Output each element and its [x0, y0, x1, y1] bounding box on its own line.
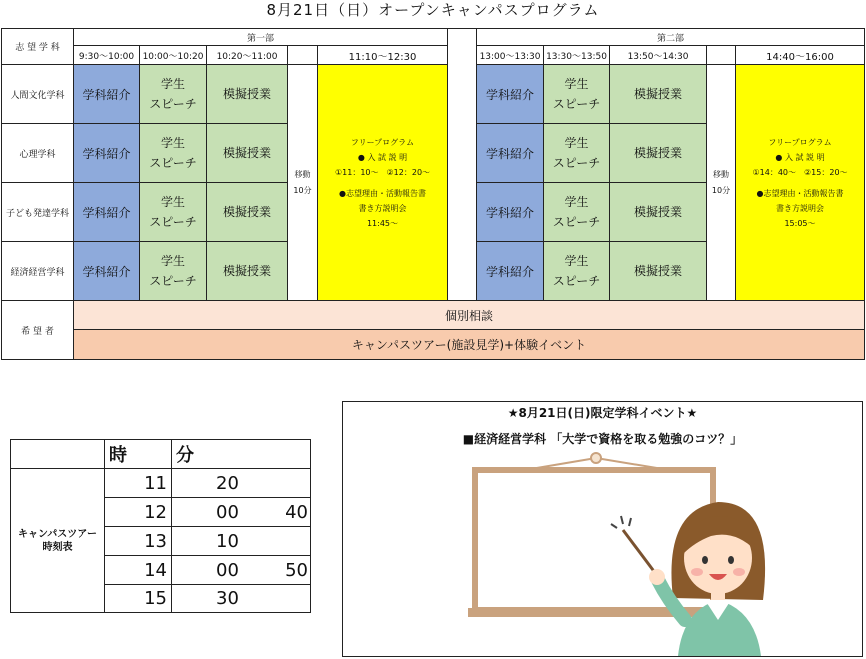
campus-tour-row: キャンパスツアー(施設見学)+体験イベント: [73, 329, 865, 360]
break-column: [447, 28, 477, 301]
speech-cell: [543, 182, 610, 242]
intro-cell: 学科紹介: [476, 182, 544, 242]
mock-class-cell: 模擬授業: [609, 241, 707, 301]
move-line: 10分: [711, 185, 731, 195]
move-line: 移動: [713, 169, 729, 179]
time-header: 9:30〜10:00: [73, 45, 140, 65]
free-line: ①11：10〜 ②12：20〜: [334, 167, 431, 177]
hour-cell: 14: [104, 555, 172, 585]
page-title: 8月21日（日）オープンキャンパスプログラム: [266, 1, 600, 19]
speech-cell: [139, 64, 207, 124]
mock-class-cell: 模擬授業: [609, 182, 707, 242]
intro-cell: 学科紹介: [476, 241, 544, 301]
time-header: 13:50〜14:30: [609, 45, 707, 65]
department-label: 子ども発達学科: [1, 182, 74, 242]
speech-line: 学生: [564, 254, 589, 268]
minute-extra-cell: [282, 584, 311, 613]
speech-cell: [139, 182, 207, 242]
speech-line: スピーチ: [552, 156, 601, 170]
free-line: フリープログラム: [350, 137, 415, 147]
speech-line: 学生: [160, 195, 185, 209]
part1-header: 第一部: [73, 28, 448, 46]
speech-line: スピーチ: [552, 97, 601, 111]
minute-cell: 20: [171, 468, 283, 498]
speech-cell: [139, 241, 207, 301]
mock-class-cell: 模擬授業: [206, 182, 288, 242]
hour-cell: 15: [104, 584, 172, 613]
free-line: 書き方説明会: [776, 203, 824, 213]
speech-line: スピーチ: [149, 156, 197, 170]
hour-cell: 11: [104, 468, 172, 498]
minute-cell: 00: [171, 497, 283, 527]
speech-line: スピーチ: [149, 97, 197, 111]
time-header: 13:00〜13:30: [476, 45, 544, 65]
speech-line: スピーチ: [552, 274, 601, 288]
intro-cell: 学科紹介: [73, 123, 140, 183]
time-header: 10:20〜11:00: [206, 45, 288, 65]
department-label: 心理学科: [1, 123, 74, 183]
minute-header: 分: [171, 439, 311, 469]
time-header: 13:30〜13:50: [543, 45, 610, 65]
speech-line: 学生: [564, 195, 589, 209]
free-line: 書き方説明会: [358, 203, 407, 213]
free-line: ●志望理由・活動報告書: [756, 188, 844, 198]
department-label: 人間文化学科: [1, 64, 74, 124]
minute-cell: 30: [171, 584, 283, 613]
free-line: ● 入 試 説 明: [357, 152, 408, 162]
free-line: ①14：40〜 ②15：20〜: [752, 167, 848, 177]
hour-cell: 12: [104, 497, 172, 527]
move-line: 10分: [293, 185, 312, 195]
minute-extra-cell: [282, 468, 311, 498]
tour-label: [10, 468, 105, 613]
move-cell: [287, 64, 318, 301]
free-line: 11:45〜: [366, 218, 399, 228]
event-subtitle: ■経済経営学科 「大学で資格を取る勉強のコツ？」: [462, 432, 743, 446]
mock-class-cell: 模擬授業: [609, 123, 707, 183]
speech-cell: [543, 64, 610, 124]
corner-label: 志 望 学 科: [1, 28, 74, 65]
free-line: ● 入 試 説 明: [775, 152, 825, 162]
mock-class-cell: 模擬授業: [206, 64, 288, 124]
move-cell: [706, 64, 736, 301]
time-header: 11:10〜12:30: [317, 45, 448, 65]
intro-cell: 学科紹介: [73, 182, 140, 242]
speech-line: 学生: [564, 136, 589, 150]
hour-header: 時: [104, 439, 172, 469]
speech-cell: [139, 123, 207, 183]
intro-cell: 学科紹介: [73, 241, 140, 301]
tour-label-line: 時刻表: [42, 541, 73, 553]
event-box: [342, 401, 863, 657]
tour-label-line: キャンパスツアー: [18, 528, 97, 540]
minute-cell: 00: [171, 555, 283, 585]
free-program-cell: [735, 64, 865, 301]
speech-line: 学生: [160, 77, 185, 91]
free-line: フリープログラム: [768, 137, 832, 147]
mock-class-cell: 模擬授業: [206, 123, 288, 183]
minute-extra-cell: 40: [282, 497, 311, 527]
department-label: 経済経営学科: [1, 241, 74, 301]
minute-extra-cell: 50: [282, 555, 311, 585]
speech-line: スピーチ: [149, 274, 197, 288]
speech-cell: [543, 123, 610, 183]
free-program-cell: [317, 64, 448, 301]
speech-cell: [543, 241, 610, 301]
speech-line: スピーチ: [552, 215, 601, 229]
time-header: 14:40〜16:00: [735, 45, 865, 65]
intro-cell: 学科紹介: [73, 64, 140, 124]
speech-line: スピーチ: [149, 215, 197, 229]
hour-cell: 13: [104, 526, 172, 556]
part2-header: 第二部: [476, 28, 865, 46]
free-line: ●志望理由・活動報告書: [339, 188, 426, 198]
free-line: 15:05〜: [784, 218, 816, 228]
time-header: 10:00〜10:20: [139, 45, 207, 65]
mock-class-cell: 模擬授業: [609, 64, 707, 124]
move-header: [287, 45, 318, 65]
move-line: 移動: [294, 169, 311, 179]
tour-corner: [10, 439, 105, 469]
kibou-label: 希 望 者: [1, 300, 74, 360]
speech-line: 学生: [160, 136, 185, 150]
intro-cell: 学科紹介: [476, 123, 544, 183]
move-header: [706, 45, 736, 65]
speech-line: 学生: [564, 77, 589, 91]
speech-line: 学生: [160, 254, 185, 268]
minute-extra-cell: [282, 526, 311, 556]
intro-cell: 学科紹介: [476, 64, 544, 124]
teacher-whiteboard-illustration: [463, 450, 853, 656]
mock-class-cell: 模擬授業: [206, 241, 288, 301]
event-title: ★8月21日(日)限定学科イベント★: [507, 406, 698, 420]
consultation-row: 個別相談: [73, 300, 865, 330]
minute-cell: 10: [171, 526, 283, 556]
